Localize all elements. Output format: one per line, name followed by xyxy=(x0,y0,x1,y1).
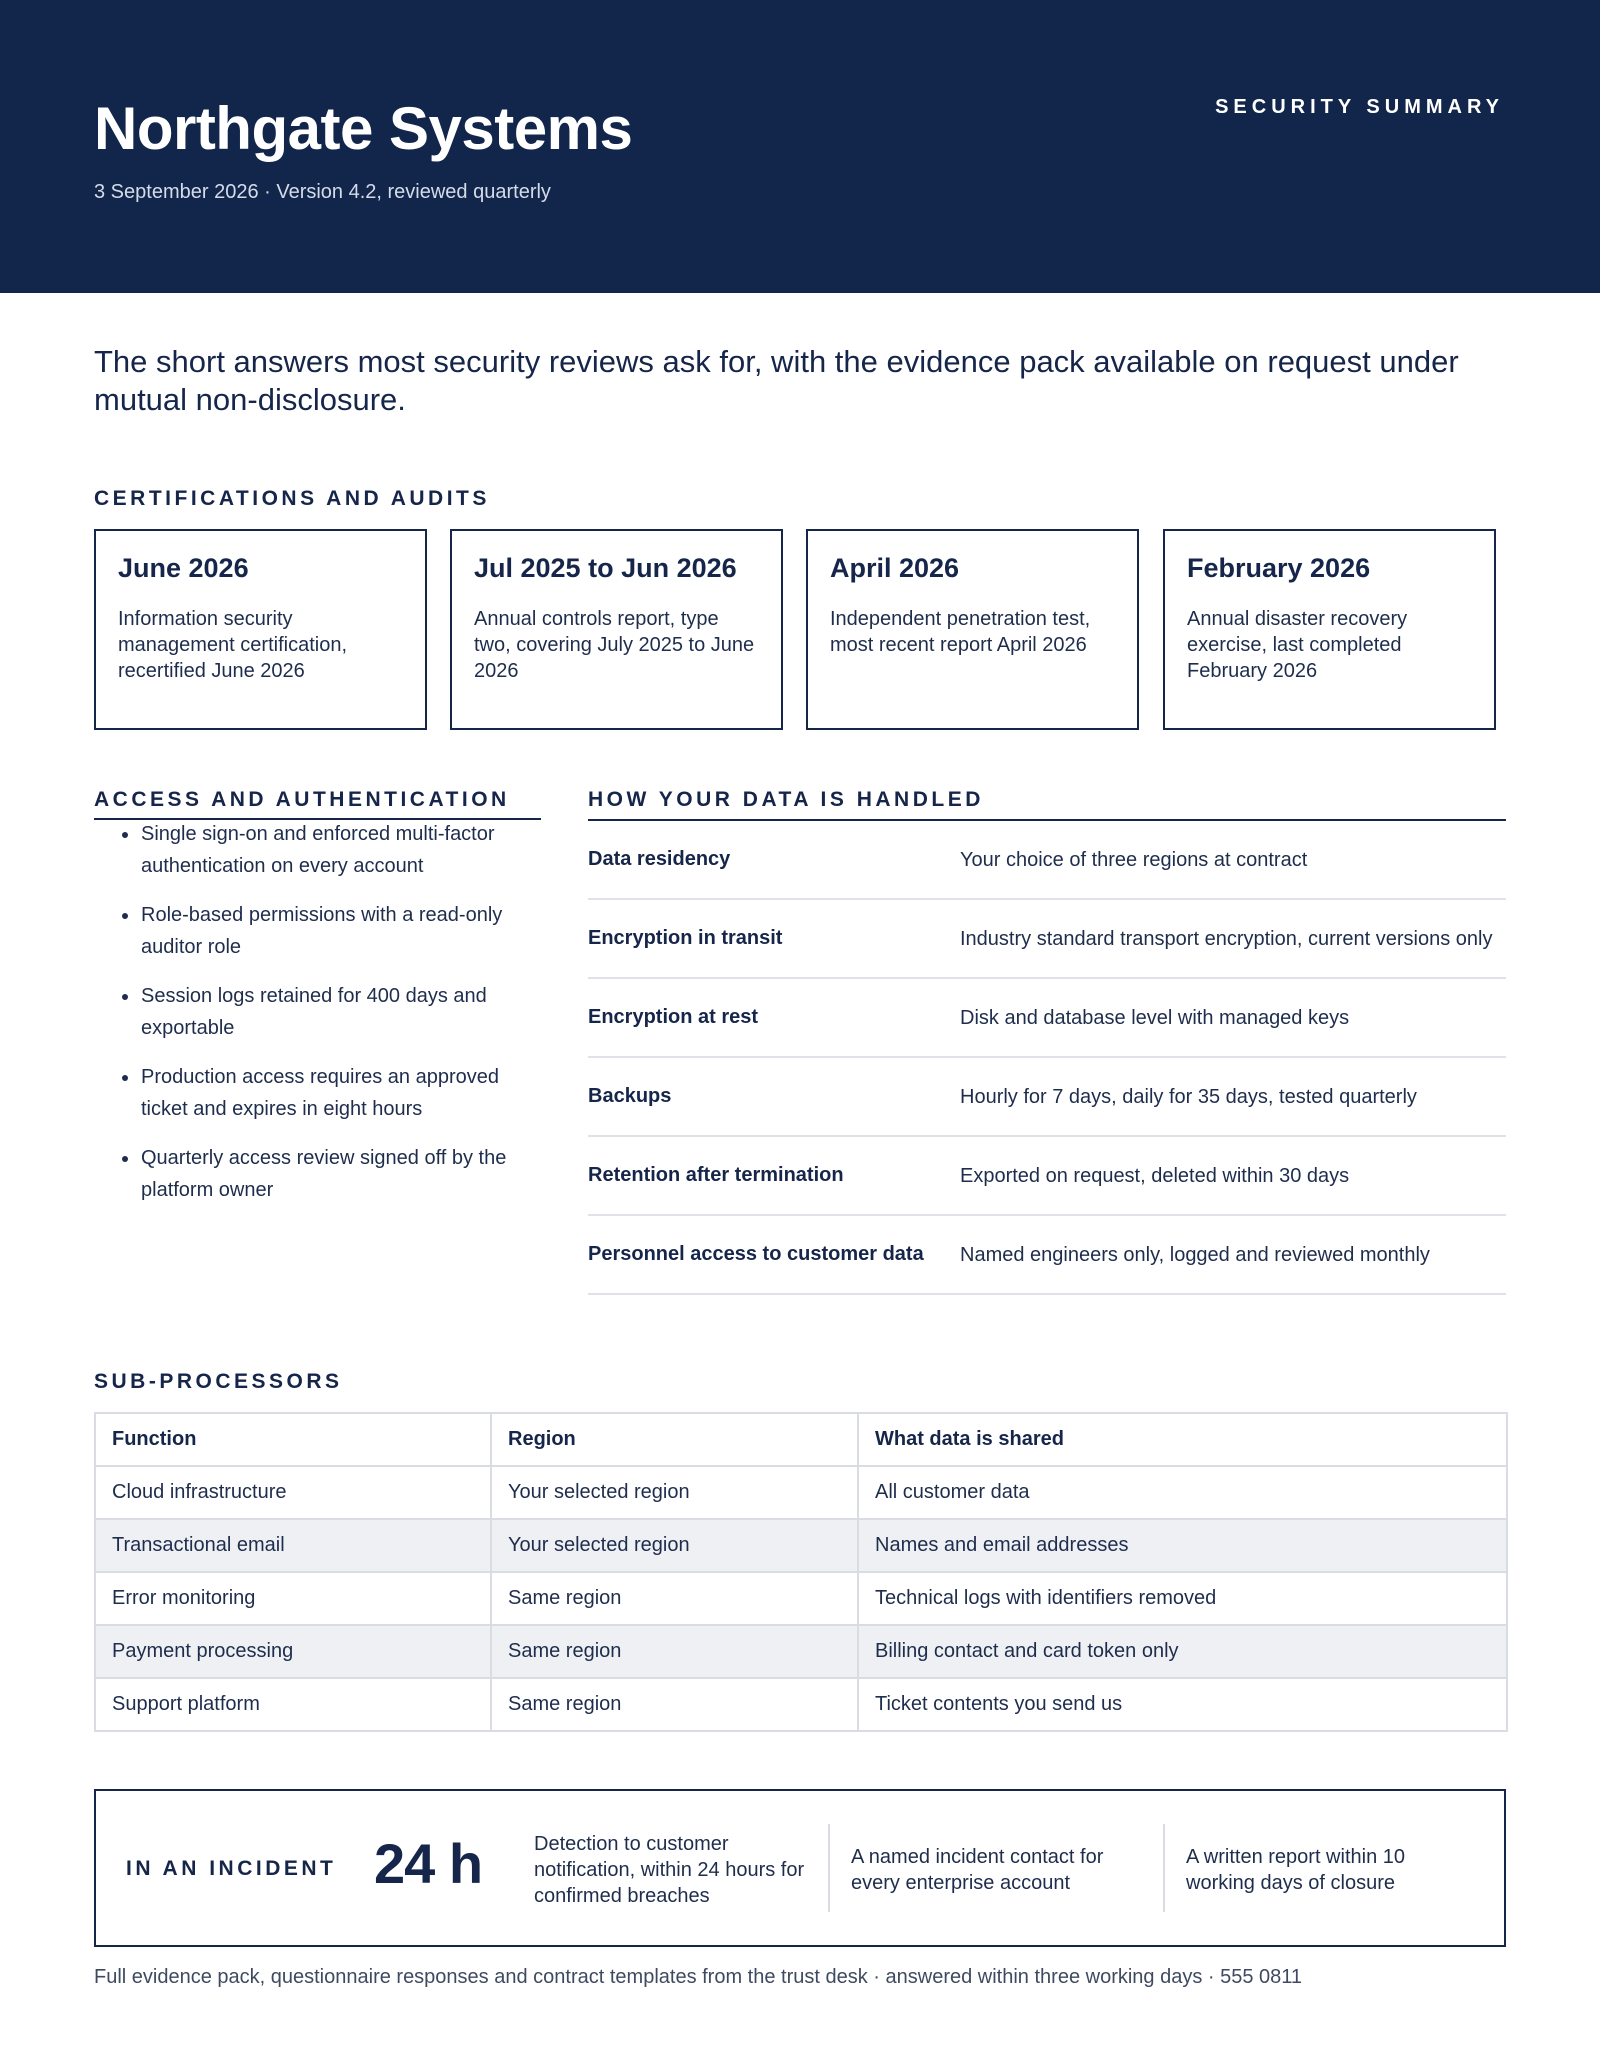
card-date: Jul 2025 to Jun 2026 xyxy=(474,553,737,583)
table-cell: Billing contact and card token only xyxy=(858,1625,1507,1678)
table-cell: Same region xyxy=(491,1678,858,1731)
column-header: Function xyxy=(95,1413,491,1466)
table-row xyxy=(588,979,1506,1058)
list-item: Quarterly access review signed off by the platform owner xyxy=(94,1142,541,1206)
card-description: Annual controls report, type two, covering July 2025 to June 2026 xyxy=(474,608,755,682)
header-band xyxy=(0,0,1600,293)
list-item: Session logs retained for 400 days and exportable xyxy=(94,980,541,1044)
row-value: Your choice of three regions at contract xyxy=(960,848,1308,871)
subprocessors-heading: SUB-PROCESSORS xyxy=(94,1370,343,1393)
table-cell: Technical logs with identifiers removed xyxy=(858,1572,1507,1625)
data-handling-table xyxy=(588,819,1506,1295)
table-cell: Error monitoring xyxy=(95,1572,491,1625)
certification-card xyxy=(94,529,427,730)
table-row xyxy=(588,1137,1506,1216)
row-key: Encryption in transit xyxy=(588,927,783,949)
row-key: Backups xyxy=(588,1085,672,1107)
table-row xyxy=(95,1572,1507,1625)
table-cell: Your selected region xyxy=(491,1519,858,1572)
table-cell: Your selected region xyxy=(491,1466,858,1519)
certification-cards xyxy=(94,529,1504,734)
row-key: Retention after termination xyxy=(588,1164,844,1186)
card-date: April 2026 xyxy=(830,553,960,583)
table-row xyxy=(588,1216,1506,1295)
access-list xyxy=(94,818,541,1223)
incident-item: A named incident contact for every enterprise account xyxy=(851,1846,1104,1894)
table-row xyxy=(588,821,1506,900)
table-cell: All customer data xyxy=(858,1466,1507,1519)
row-value: Disk and database level with managed keys xyxy=(960,1006,1350,1029)
table-cell: Ticket contents you send us xyxy=(858,1678,1507,1731)
table-row xyxy=(95,1519,1507,1572)
incident-figure: 24 h xyxy=(374,1832,483,1895)
column-header: Region xyxy=(491,1413,858,1466)
table-row xyxy=(95,1625,1507,1678)
list-item: Single sign-on and enforced multi-factor authentication on every account xyxy=(94,818,541,882)
incident-label: IN AN INCIDENT xyxy=(126,1857,337,1880)
certifications-heading: CERTIFICATIONS AND AUDITS xyxy=(94,487,490,510)
intro-text: The short answers most security reviews ask for, with the evidence pack available on request under mutual non-disclosure. xyxy=(94,344,1459,417)
card-description: Independent penetration test, most recent report April 2026 xyxy=(830,608,1091,656)
document-kind: SECURITY SUMMARY xyxy=(1215,96,1504,118)
table-cell: Cloud infrastructure xyxy=(95,1466,491,1519)
certification-card xyxy=(806,529,1139,730)
incident-item: A written report within 10 working days of closure xyxy=(1186,1846,1405,1894)
table-row xyxy=(588,1058,1506,1137)
row-key: Data residency xyxy=(588,848,731,870)
table-cell: Names and email addresses xyxy=(858,1519,1507,1572)
row-key: Personnel access to customer data xyxy=(588,1243,924,1265)
table-row xyxy=(95,1678,1507,1731)
certification-card xyxy=(1163,529,1496,730)
table-cell: Transactional email xyxy=(95,1519,491,1572)
row-value: Hourly for 7 days, daily for 35 days, tested quarterly xyxy=(960,1085,1417,1108)
column-header: What data is shared xyxy=(858,1413,1507,1466)
list-item: Role-based permissions with a read-only auditor role xyxy=(94,899,541,963)
card-date: February 2026 xyxy=(1187,553,1371,583)
row-value: Exported on request, deleted within 30 days xyxy=(960,1164,1350,1187)
data-handling-heading: HOW YOUR DATA IS HANDLED xyxy=(588,788,984,811)
footer-note: Full evidence pack, questionnaire responses and contract templates from the trust desk · answered within three working days · 555 0811 xyxy=(94,1966,1303,1988)
card-description: Annual disaster recovery exercise, last completed February 2026 xyxy=(1187,608,1408,682)
table-row xyxy=(95,1466,1507,1519)
row-key: Encryption at rest xyxy=(588,1006,759,1028)
incident-divider xyxy=(1163,1824,1165,1912)
row-value: Named engineers only, logged and reviewed monthly xyxy=(960,1243,1430,1266)
table-cell: Support platform xyxy=(95,1678,491,1731)
document-meta: 3 September 2026 · Version 4.2, reviewed quarterly xyxy=(94,181,551,203)
access-heading: ACCESS AND AUTHENTICATION xyxy=(94,788,510,811)
table-row xyxy=(588,900,1506,979)
table-cell: Same region xyxy=(491,1625,858,1678)
table-cell: Payment processing xyxy=(95,1625,491,1678)
row-value: Industry standard transport encryption, current versions only xyxy=(960,927,1493,950)
incident-box xyxy=(94,1789,1506,1947)
company-name: Northgate Systems xyxy=(94,95,633,162)
certification-card xyxy=(450,529,783,730)
card-date: June 2026 xyxy=(118,553,249,583)
list-item: Production access requires an approved ticket and expires in eight hours xyxy=(94,1061,541,1125)
incident-item: Detection to customer notification, within 24 hours for confirmed breaches xyxy=(534,1833,805,1907)
incident-divider xyxy=(828,1824,830,1912)
table-cell: Same region xyxy=(491,1572,858,1625)
subprocessors-table xyxy=(94,1412,1508,1732)
card-description: Information security management certification, recertified June 2026 xyxy=(118,608,348,682)
table-header-row xyxy=(95,1413,1507,1466)
